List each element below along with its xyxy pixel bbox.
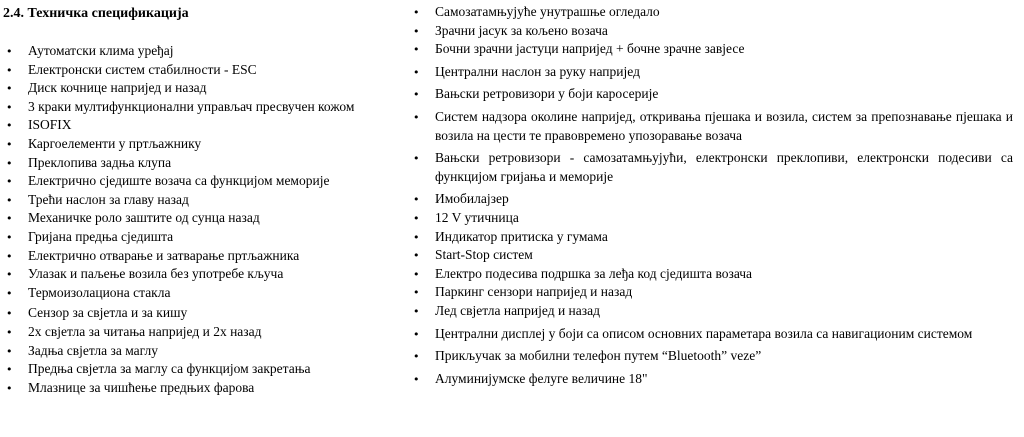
section-heading: 2.4. Техничка спецификација (3, 6, 189, 21)
bullet-icon (6, 172, 20, 192)
bullet-icon (413, 85, 427, 105)
list-item: • Лед свјетла напријед и назад (413, 302, 1013, 321)
bullet-icon (413, 3, 427, 23)
bullet-icon (413, 40, 427, 60)
bullet-icon (6, 191, 20, 211)
bullet-icon (413, 302, 427, 322)
list-item: • Каргоелементи у пртљажнику (6, 135, 406, 154)
bullet-icon (413, 325, 427, 345)
list-item: • Термоизолациона стакла (6, 284, 406, 303)
list-item: • Млазнице за чишћење предњих фарова (6, 379, 406, 398)
list-item: • Алуминијумске фелуге величине 18" (413, 370, 1013, 389)
list-item: • Индикатор притиска у гумама (413, 228, 1013, 247)
list-item: • Трећи наслон за главу назад (6, 191, 406, 210)
list-item: • Сензор за свјетла и за кишу (6, 304, 406, 323)
list-item: • Систем надзора околине напријед, откривања пјешака и возила, систем за препознавање пјешака и возила на цести те правовремено упозоравање возача (413, 108, 1013, 145)
bullet-icon (413, 22, 427, 42)
bullet-icon (413, 265, 427, 285)
list-item: • Бочни зрачни јастуци напријед + бочне зрачне завјесе (413, 40, 1013, 59)
list-item: • Електро подесива подршка за леђа код сједишта возача (413, 265, 1013, 284)
list-item: • Вањски ретровизори у боји каросерије (413, 85, 1013, 104)
list-item: • Задња свјетла за маглу (6, 342, 406, 361)
bullet-icon (6, 61, 20, 81)
bullet-icon (413, 149, 427, 169)
bullet-icon (413, 63, 427, 83)
list-item: • Механичке роло заштите од сунца назад (6, 209, 406, 228)
bullet-icon (6, 135, 20, 155)
spec-list-left (6, 42, 406, 397)
list-item: • Прикључак за мобилни телефон путем “Bluetooth” veze” (413, 347, 1013, 366)
bullet-icon (413, 246, 427, 266)
list-item: • Преклопива задња клупа (6, 154, 406, 173)
bullet-icon (413, 370, 427, 390)
bullet-icon (6, 154, 20, 174)
list-item: • ISOFIX (6, 116, 406, 135)
bullet-icon (413, 190, 427, 210)
list-item: • 12 V утичница (413, 209, 1013, 228)
bullet-icon (6, 360, 20, 380)
bullet-icon (413, 347, 427, 367)
bullet-icon (6, 116, 20, 136)
bullet-icon (413, 209, 427, 229)
bullet-icon (6, 284, 20, 304)
bullet-icon (413, 108, 427, 128)
bullet-icon (6, 98, 20, 118)
list-item: • Електрично сједиште возача са функцијом меморије (6, 172, 406, 191)
bullet-icon (6, 79, 20, 99)
list-item: • Аутоматски клима уређај (6, 42, 406, 61)
list-item: • 2х свјетла за читања напријед и 2х назад (6, 323, 406, 342)
list-item: • Зрачни јасук за кољено возача (413, 22, 1013, 41)
list-item: • Централни дисплеј у боји са описом основних параметара возила са навигационим системом (413, 325, 1013, 344)
list-item: • Start-Stop систем (413, 246, 1013, 265)
bullet-icon (6, 265, 20, 285)
list-item: • Вањски ретровизори - самозатамњујући, електронски преклопиви, електронски подесиви са функцијом гријања и меморије (413, 149, 1013, 186)
list-item: • Самозатамњујуће унутрашње огледало (413, 3, 1013, 22)
list-item: • Електронски систем стабилности - ESC (6, 61, 406, 80)
list-item: • Паркинг сензори напријед и назад (413, 283, 1013, 302)
list-item: • Централни наслон за руку напријед (413, 63, 1013, 82)
bullet-icon (6, 323, 20, 343)
bullet-icon (6, 247, 20, 267)
list-item: • Предња свјетла за маглу са функцијом закретања (6, 360, 406, 379)
bullet-icon (6, 342, 20, 362)
bullet-icon (6, 209, 20, 229)
list-item: • 3 краки мултифункционални управљач пресвучен кожом (6, 98, 406, 117)
list-item: • Улазак и паљење возила без употребе кључа (6, 265, 406, 284)
bullet-icon (6, 42, 20, 62)
bullet-icon (413, 228, 427, 248)
bullet-icon (6, 379, 20, 399)
list-item: • Гријана предња сједишта (6, 228, 406, 247)
list-item: • Електрично отварање и затварање пртљажника (6, 247, 406, 266)
bullet-icon (6, 228, 20, 248)
bullet-icon (6, 304, 20, 324)
bullet-icon (413, 283, 427, 303)
spec-list-right (413, 3, 1013, 388)
list-item: • Диск кочнице напријед и назад (6, 79, 406, 98)
list-item: • Имобилајзер (413, 190, 1013, 209)
